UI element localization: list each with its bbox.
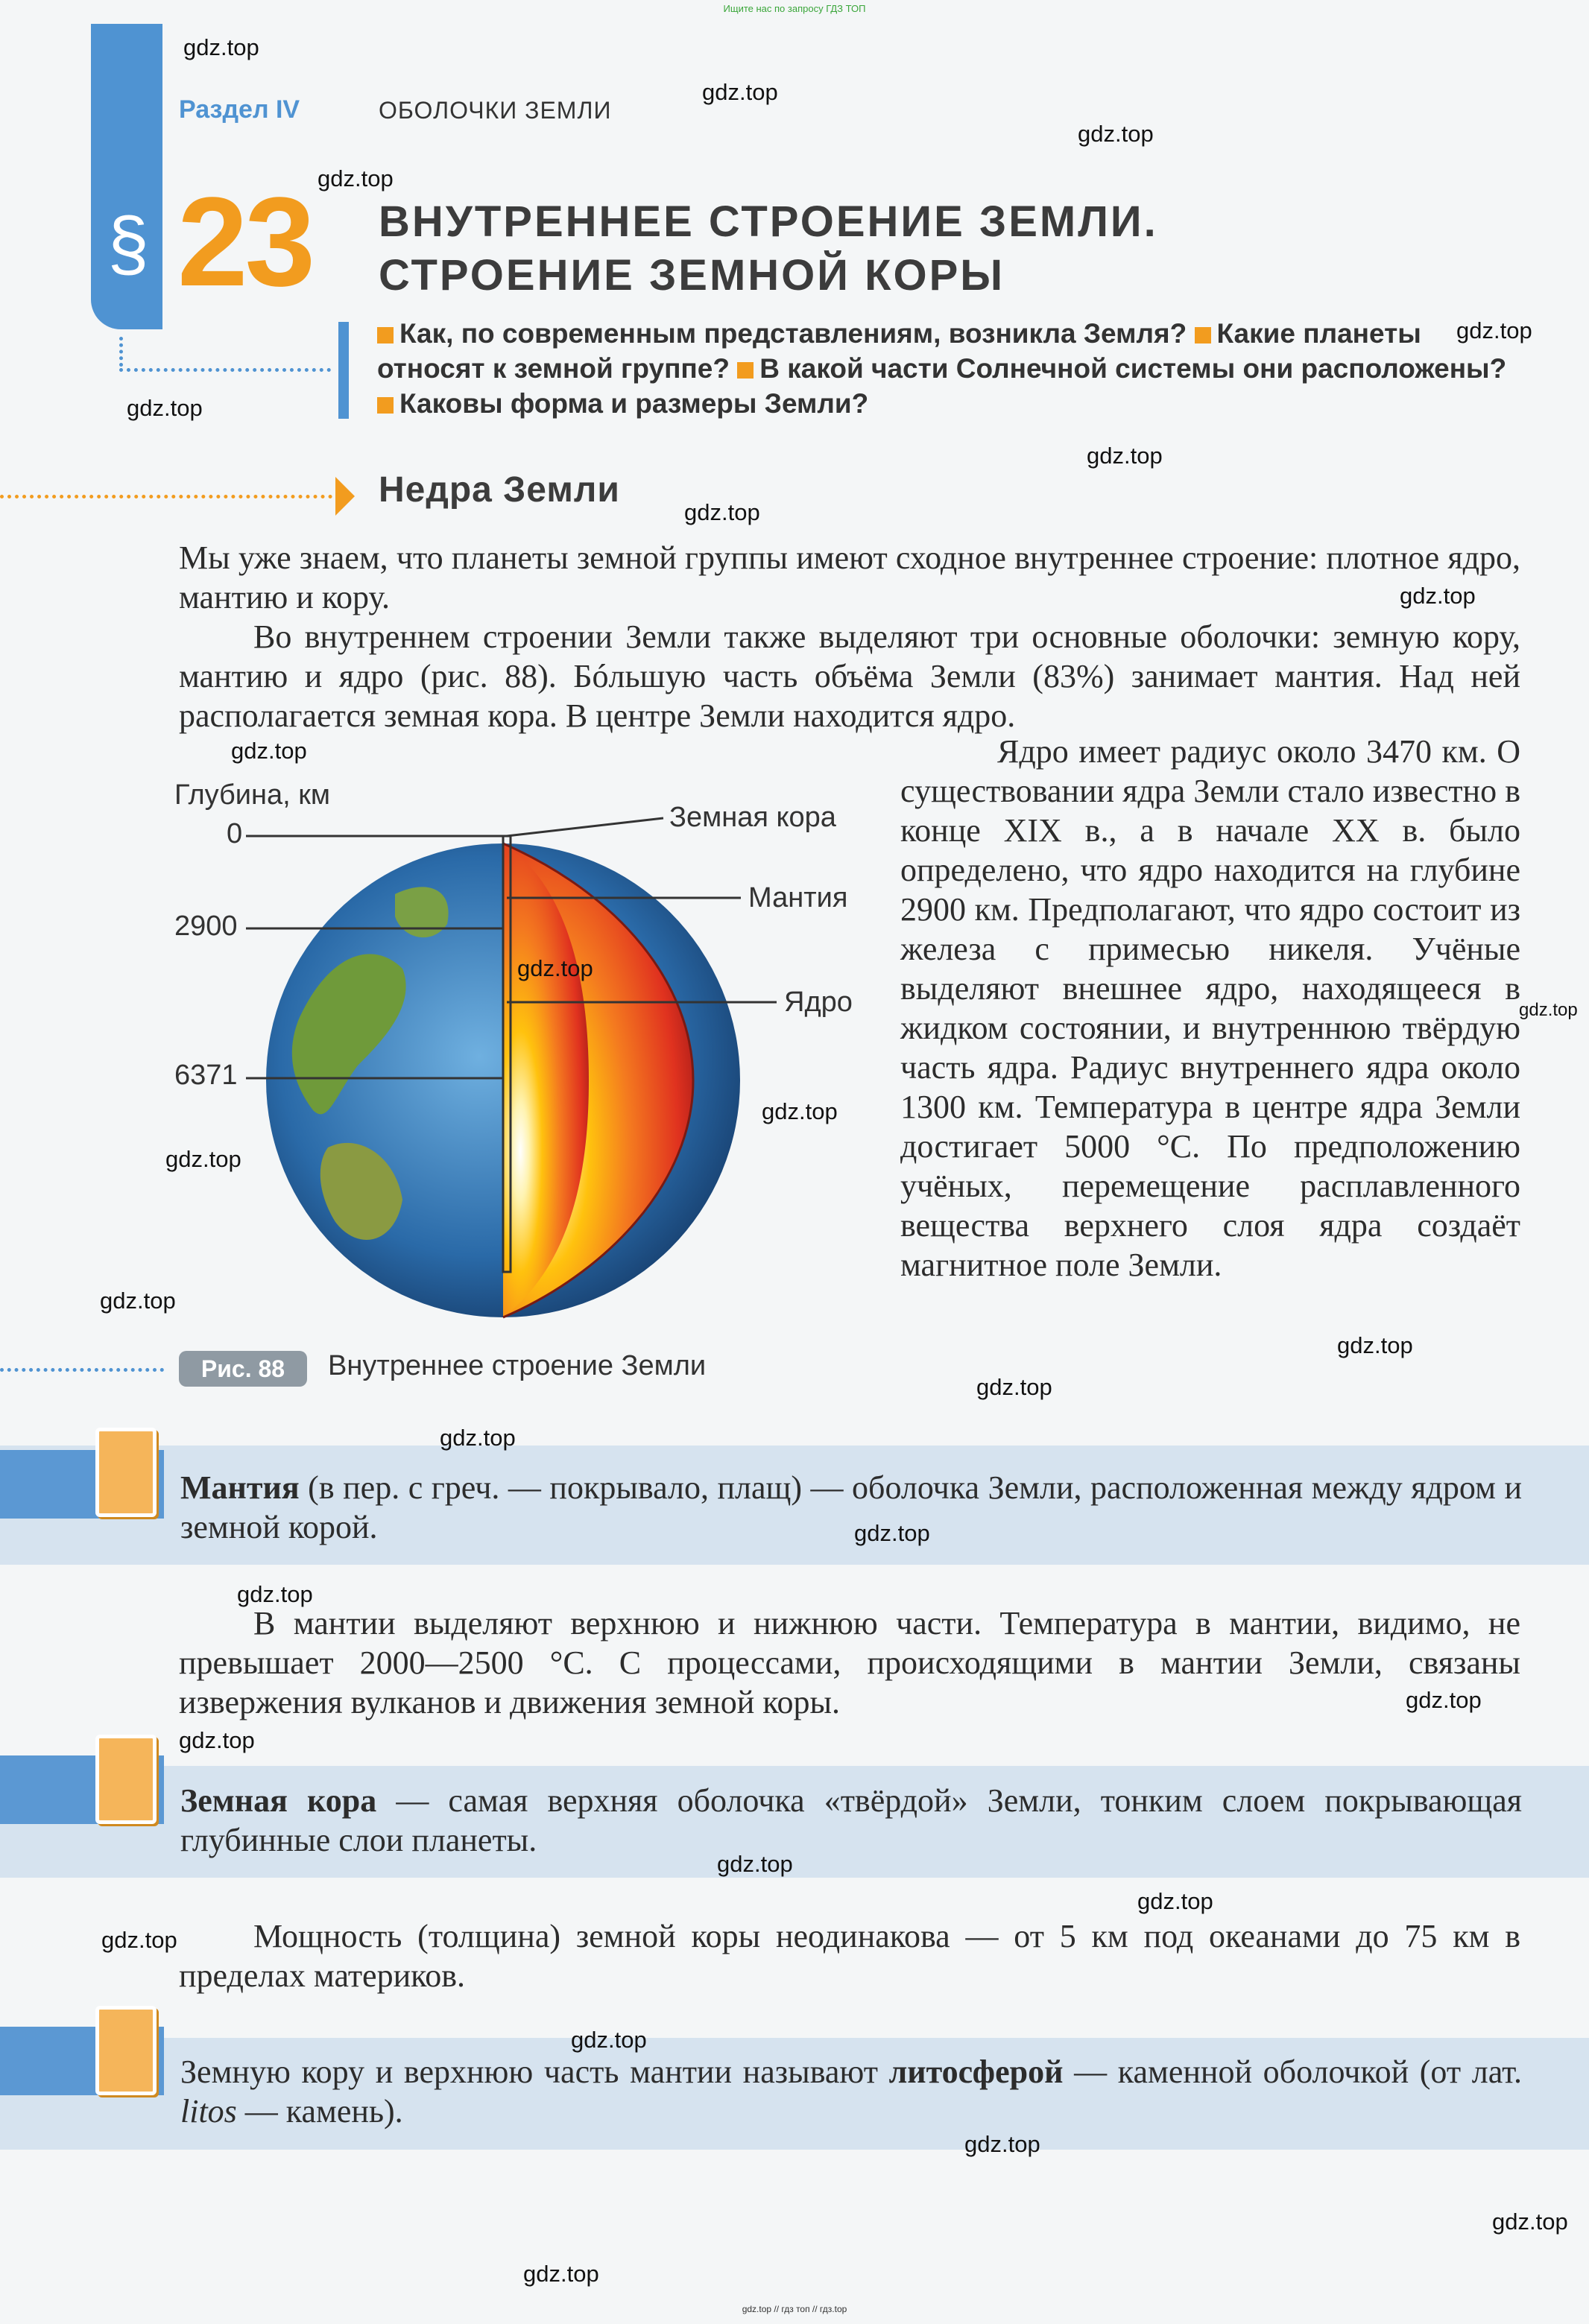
question: Каковы форма и размеры Земли? <box>399 388 869 419</box>
depth-axis-title: Глубина, км <box>174 779 331 811</box>
watermark: gdz.top <box>964 2131 1040 2157</box>
watermark: gdz.top <box>523 2261 599 2287</box>
watermark: gdz.top <box>1406 1687 1482 1713</box>
definition-mantle <box>180 1468 1522 1547</box>
label-crust: Земная кора <box>669 802 836 833</box>
watermark: gdz.top <box>183 34 259 60</box>
term: литосферой <box>888 2054 1064 2090</box>
paragraph: Мощность (толщина) земной коры неодинакова — от 5 км под океанами до 75 км в пределах материков. <box>179 1918 1520 1994</box>
subheading: Недра Земли <box>379 470 620 510</box>
depth-label: 0 <box>227 818 243 849</box>
watermark: gdz.top <box>1087 443 1163 469</box>
dotted-divider <box>119 368 331 372</box>
dotted-divider <box>0 1368 164 1372</box>
bullet-square-icon <box>737 362 754 379</box>
bullet-square-icon <box>1195 327 1211 343</box>
watermark: gdz.top <box>976 1374 1052 1400</box>
bottom-note: gdz.top // гдз топ // гдз.top <box>742 2304 847 2314</box>
book-icon <box>95 1428 157 1517</box>
watermark: gdz.top <box>1519 1000 1578 1020</box>
watermark: gdz.top <box>318 165 394 191</box>
title-line-1: ВНУТРЕННЕЕ СТРОЕНИЕ ЗЕМЛИ. <box>379 197 1158 246</box>
dotted-divider <box>119 337 123 367</box>
paragraph-sign: § <box>107 202 149 285</box>
watermark: gdz.top <box>1137 1888 1213 1914</box>
dotted-divider <box>0 495 332 498</box>
watermark: gdz.top <box>762 1098 838 1124</box>
book-icon <box>95 1735 157 1824</box>
top-note: Ищите нас по запросу ГДЗ ТОП <box>723 3 866 14</box>
watermark: gdz.top <box>165 1146 241 1172</box>
paragraph-number: 23 <box>177 171 313 313</box>
paragraph: Во внутреннем строении Земли также выделяют три основные оболочки: земную кору, мантию и ядро (рис. 88). Бóльшую часть объёма Земли (83%) занимает мантия. Над ней располагается земная кора. В центре Земли находится ядро. <box>179 618 1520 734</box>
watermark: gdz.top <box>1400 583 1476 609</box>
watermark: gdz.top <box>1078 121 1154 147</box>
watermark: gdz.top <box>101 1927 177 1953</box>
paragraph: Мы уже знаем, что планеты земной группы имеют сходное внутреннее строение: плотное ядро, мантию и кору. <box>179 539 1520 615</box>
section-label: Раздел IV <box>179 95 300 124</box>
watermark: gdz.top <box>179 1727 255 1753</box>
book-icon <box>95 2006 157 2095</box>
arrow-icon <box>335 477 355 516</box>
watermark: gdz.top <box>854 1520 930 1546</box>
question: В какой части Солнечной системы они расположены? <box>759 353 1507 384</box>
watermark: gdz.top <box>440 1425 516 1451</box>
questions-bar <box>338 322 349 419</box>
watermark: gdz.top <box>231 738 307 764</box>
paragraph: В мантии выделяют верхнюю и нижнюю части. Температура в мантии, видимо, не превышает 2000—2500 °C. С процессами, происходящими в мантии Земли, связаны извержения вулканов и движения земной коры. <box>179 1605 1520 1720</box>
earth-diagram <box>246 797 783 1334</box>
section-title: ОБОЛОЧКИ ЗЕМЛИ <box>379 97 612 124</box>
label-core: Ядро <box>784 987 853 1018</box>
depth-label: 2900 <box>174 911 238 942</box>
watermark: gdz.top <box>1337 1332 1413 1358</box>
term: Мантия <box>180 1469 300 1506</box>
watermark: gdz.top <box>717 1851 793 1877</box>
definition-text: (в пер. с греч. — покрывало, плащ) — оболочка Земли, расположенная между ядром и земной корой. <box>180 1469 1522 1545</box>
question: Как, по современным представлениям, возникла Земля? <box>399 318 1187 349</box>
label-mantle: Мантия <box>748 882 848 914</box>
latin-word: litos <box>180 2093 237 2130</box>
watermark: gdz.top <box>100 1288 176 1314</box>
title-line-2: СТРОЕНИЕ ЗЕМНОЙ КОРЫ <box>379 251 1005 300</box>
watermark: gdz.top <box>237 1581 313 1607</box>
bullet-square-icon <box>377 327 394 343</box>
figure-caption: Внутреннее строение Земли <box>328 1350 707 1381</box>
watermark: gdz.top <box>1456 317 1532 343</box>
paragraph: Ядро имеет радиус около 3470 км. О существовании ядра Земли стало известно в конце XIX в., а в начале XX в. было определено, что ядро находится на глубине 2900 км. Предполагают, что ядро состоит из железа с примесью никеля. Учёные выделяют внешнее ядро, находящееся в жидком состоянии, и внутреннюю твёрдую часть ядра. Радиус внутреннего ядра около 1300 км. Температура в центре ядра Земли достигает 5000 °C. По предположению учёных, перемещение расплавленного вещества верхнего слоя ядра создаёт магнитное поле Земли. <box>900 733 1520 1283</box>
bullet-square-icon <box>377 397 394 414</box>
definition-lithosphere <box>180 2052 1522 2131</box>
definition-crust <box>180 1781 1522 1860</box>
watermark: gdz.top <box>684 499 760 525</box>
question: Какие планеты относят к земной группе? <box>377 318 1421 384</box>
definition-text: — камень). <box>236 2093 403 2130</box>
definition-text: — каменной оболочкой (от лат. <box>1063 2054 1523 2090</box>
term: Земная кора <box>180 1782 377 1819</box>
definition-text: Земную кору и верхнюю часть мантии называют <box>180 2054 889 2090</box>
depth-label: 6371 <box>174 1060 238 1091</box>
definition-text: — самая верхняя оболочка «твёрдой» Земли, тонким слоем покрывающая глубинные слои планеты. <box>180 1782 1523 1858</box>
watermark: gdz.top <box>1492 2209 1568 2235</box>
watermark: gdz.top <box>517 955 593 981</box>
page-title <box>379 195 1158 303</box>
review-questions <box>377 316 1532 421</box>
watermark: gdz.top <box>571 2027 647 2053</box>
leader-line <box>507 818 663 836</box>
figure-badge: Рис. 88 <box>179 1351 307 1387</box>
watermark: gdz.top <box>702 79 778 105</box>
watermark: gdz.top <box>127 395 203 421</box>
